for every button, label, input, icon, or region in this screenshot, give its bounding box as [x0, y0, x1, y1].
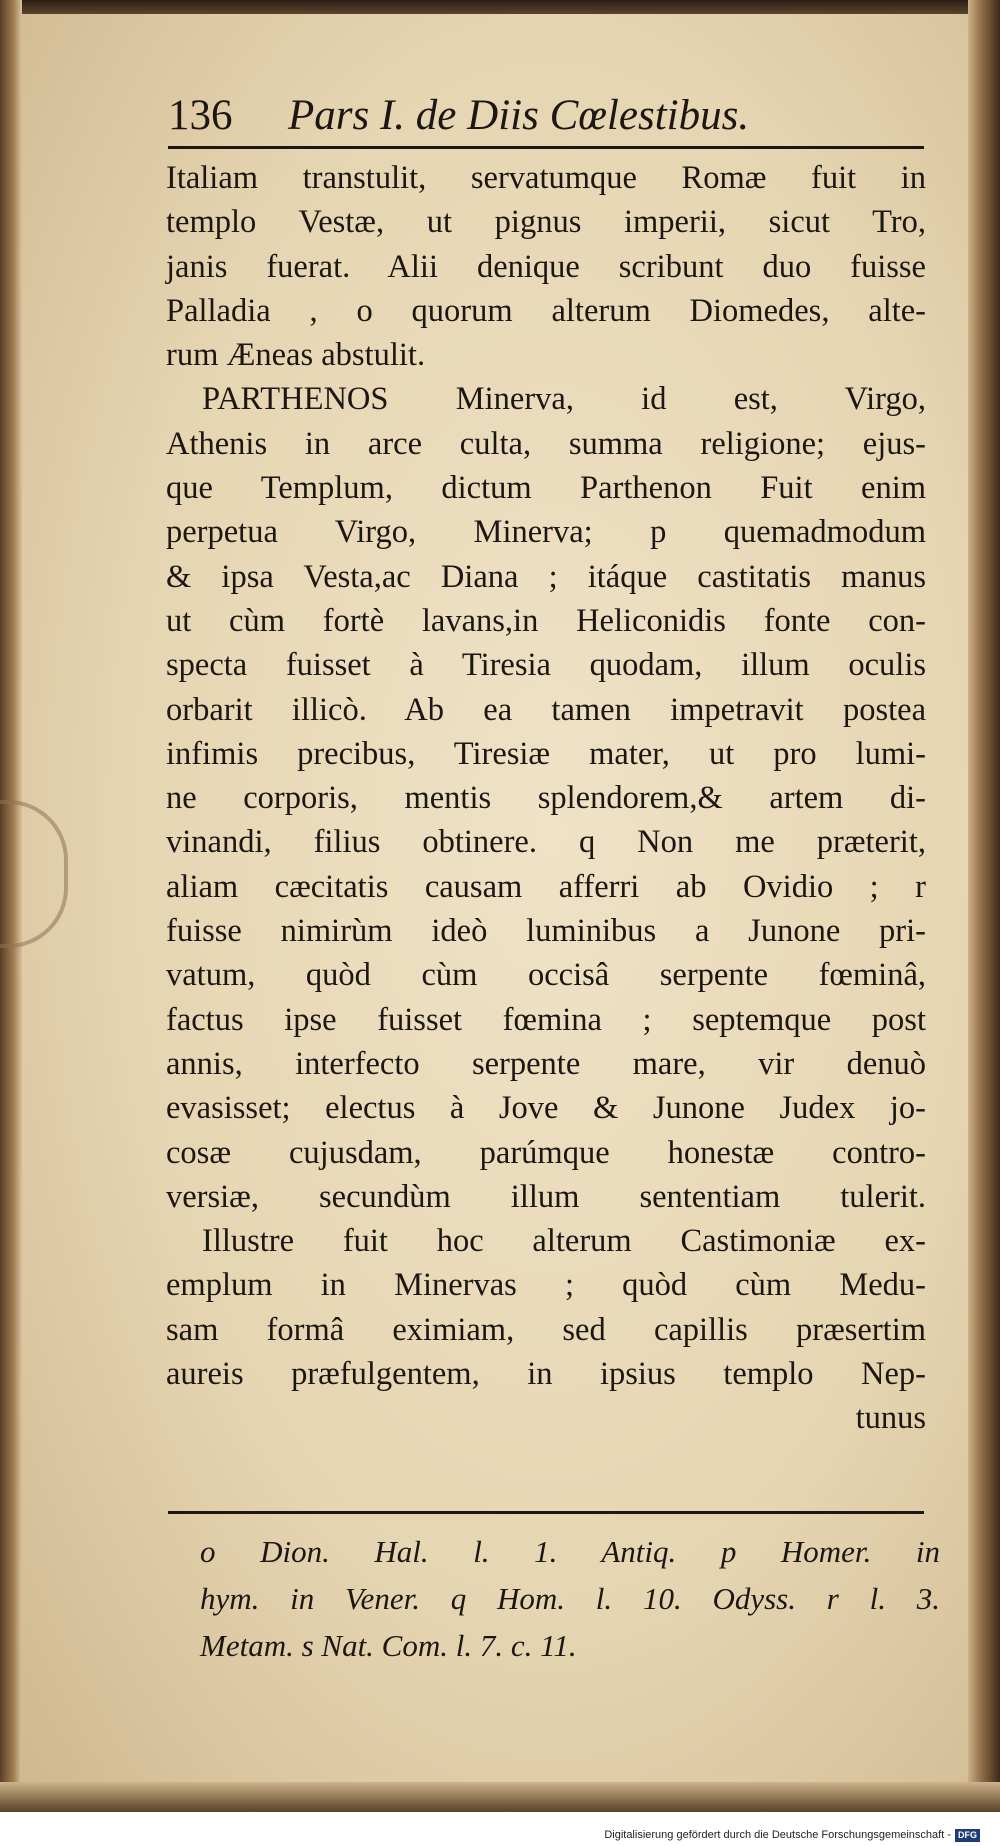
header-rule — [168, 146, 924, 149]
digitization-notice — [560, 1826, 980, 1844]
text-line: evasisset; electus à Jove & Junone Judex jo- — [166, 1090, 926, 1127]
text-line: specta fuisset à Tiresia quodam, illum oculis — [166, 647, 926, 684]
catchword: tunus — [855, 1400, 926, 1437]
text-line: aureis præfulgentem, in ipsius templo Nep- — [166, 1356, 926, 1393]
text-line: infimis precibus, Tiresiæ mater, ut pro lumi- — [166, 735, 926, 772]
text-line: emplum in Minervas ; quòd cùm Medu- — [166, 1267, 926, 1304]
page-right-edge — [968, 0, 1000, 1812]
text-line: vinandi, filius obtinere. q Non me præterit, — [166, 824, 926, 861]
text-line: perpetua Virgo, Minerva; p quemadmodum — [166, 514, 926, 551]
page-title: Pars I. de Diis Cœlestibus. — [288, 92, 750, 139]
footnote-text: hym. in Vener. q Hom. l. 10. Odyss. r l. 3. — [200, 1581, 940, 1616]
text-line: Italiam transtulit, servatumque Romæ fuit in — [166, 160, 926, 196]
text-line: annis, interfecto serpente mare, vir denuò — [166, 1045, 926, 1082]
footnote-line — [200, 1575, 940, 1622]
text-line: & ipsa Vesta,ac Diana ; itáque castitatis manus — [166, 558, 926, 595]
text-line: fuisse nimirùm ideò luminibus a Junone pri- — [166, 913, 926, 950]
text-line: vatum, quòd cùm occisâ serpente fœminâ, — [166, 957, 926, 994]
footnote-line — [200, 1528, 940, 1575]
text-line: que Templum, dictum Parthenon Fuit enim — [166, 470, 926, 507]
scanner-background-top — [0, 0, 1000, 14]
footnote-text: o Dion. Hal. l. 1. Antiq. p Homer. in — [200, 1534, 940, 1569]
page-bottom-edge — [0, 1782, 1000, 1812]
running-head — [168, 88, 848, 144]
text-line: Illustre fuit hoc alterum Castimoniæ ex- — [202, 1223, 926, 1260]
footnote-rule — [168, 1511, 924, 1514]
footnote-line — [200, 1622, 940, 1669]
text-line: orbarit illicò. Ab ea tamen impetravit postea — [166, 691, 926, 728]
dfg-logo: DFG — [955, 1829, 980, 1842]
text-line: rum Æneas abstulit. — [166, 337, 426, 374]
footnotes — [200, 1528, 940, 1669]
text-line: PARTHENOS Minerva, id est, Virgo, — [202, 381, 926, 418]
text-line: ut cùm fortè lavans,in Heliconidis fonte con- — [166, 602, 926, 639]
text-line: Palladia , o quorum alterum Diomedes, alte- — [166, 292, 926, 329]
page-number: 136 — [168, 92, 233, 139]
text-line: templo Vestæ, ut pignus imperii, sicut Tro, — [166, 204, 926, 241]
text-line: sam formâ eximiam, sed capillis præsertim — [166, 1311, 926, 1348]
text-line: janis fuerat. Alii denique scribunt duo fuisse — [166, 248, 926, 285]
text-line: versiæ, secundùm illum sententiam tulerit. — [166, 1178, 926, 1215]
notice-text: Digitalisierung gefördert durch die Deutsche Forschungsgemeinschaft - — [604, 1829, 951, 1841]
footnote-text: Metam. s Nat. Com. l. 7. c. 11. — [200, 1628, 577, 1663]
body-text — [166, 156, 926, 1441]
text-line: cosæ cujusdam, parúmque honestæ contro- — [166, 1134, 926, 1171]
text-line: factus ipse fuisset fœmina ; septemque post — [166, 1001, 926, 1038]
thumb-clip-shadow — [0, 800, 68, 948]
text-line: aliam cæcitatis causam afferri ab Ovidio ; r — [166, 868, 926, 905]
text-line: ne corporis, mentis splendorem,& artem di- — [166, 780, 926, 817]
text-line: Athenis in arce culta, summa religione; ejus- — [166, 425, 926, 462]
